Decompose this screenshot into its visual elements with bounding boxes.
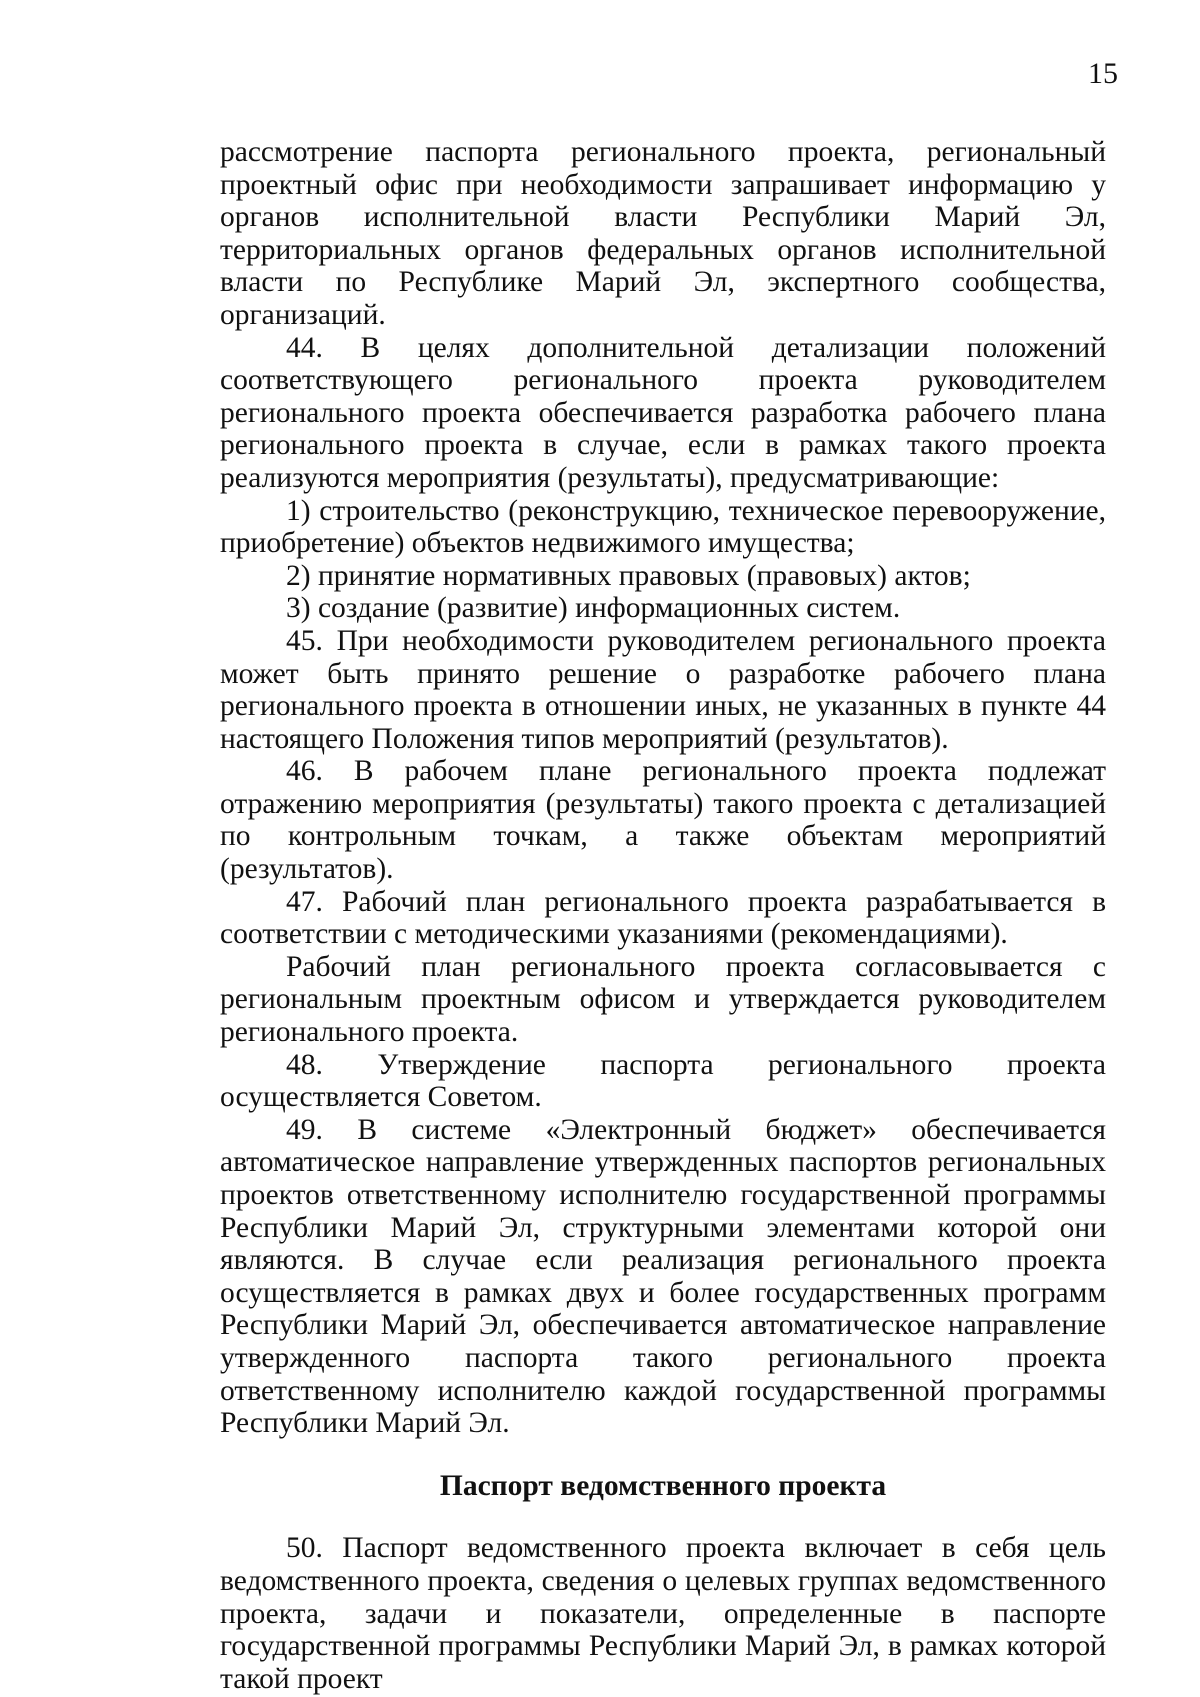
list-item-3: 3) создание (развитие) информационных систем.	[286, 592, 901, 625]
paragraph-48: 48. Утверждение паспорта регионального проекта осуществляется Советом.	[220, 1048, 1106, 1114]
paragraph-50: 50. Паспорт ведомственного проекта включает в себя цель ведомственного проекта, сведения о целевых группах ведомственного проекта, задачи и показатели, определенные в паспорте государственной программы Республики Марий Эл, в рамках которой такой проект	[220, 1532, 1106, 1695]
paragraph-46: 46. В рабочем плане регионального проекта подлежат отражению мероприятия (результаты) такого проекта с детализацией по контрольным точкам, а также объектам мероприятий (результатов).	[220, 755, 1106, 886]
list-item-2: 2) принятие нормативных правовых (правовых) актов;	[286, 559, 971, 592]
section-heading: Паспорт ведомственного проекта	[439, 1469, 887, 1502]
paragraph-47: 47. Рабочий план регионального проекта разрабатывается в соответствии с методическими указаниями (рекомендациями).	[220, 885, 1106, 951]
paragraph-47-approval: Рабочий план регионального проекта согласовывается с региональным проектным офисом и утверждается руководителем регионального проекта.	[220, 950, 1106, 1049]
paragraph-49: 49. В системе «Электронный бюджет» обеспечивается автоматическое направление утвержденных паспортов региональных проектов ответственному исполнителю государственной программы Республики Марий Эл, структурными элементами которой они являются. В случае если реализация регионального проекта осуществляется в рамках двух и более государственных программ Республики Марий Эл, обеспечивается автоматическое направление утвержденного паспорта такого регионального проекта ответственному исполнителю каждой государственной программы Республики Марий Эл.	[220, 1113, 1106, 1440]
paragraph-44: 44. В целях дополнительной детализации положений соответствующего регионального проекта руководителем регионального проекта обеспечивается разработка рабочего плана регионального проекта в случае, если в рамках такого проекта реализуются мероприятия (результаты), предусматривающие:	[220, 331, 1106, 494]
list-item-1: 1) строительство (реконструкцию, техническое перевооружение, приобретение) объектов недвижимого имущества;	[220, 494, 1106, 560]
document-body	[220, 136, 1106, 1695]
paragraph-45: 45. При необходимости руководителем регионального проекта может быть принято решение о разработке рабочего плана регионального проекта в отношении иных, не указанных в пункте 44 настоящего Положения типов мероприятий (результатов).	[220, 624, 1106, 755]
paragraph-43-continuation: рассмотрение паспорта регионального проекта, региональный проектный офис при необходимости запрашивает информацию у органов исполнительной власти Республики Марий Эл, территориальных органов федеральных органов исполнительной власти по Республике Марий Эл, экспертного сообщества, организаций.	[220, 136, 1106, 331]
page-number: 15	[1088, 57, 1118, 90]
